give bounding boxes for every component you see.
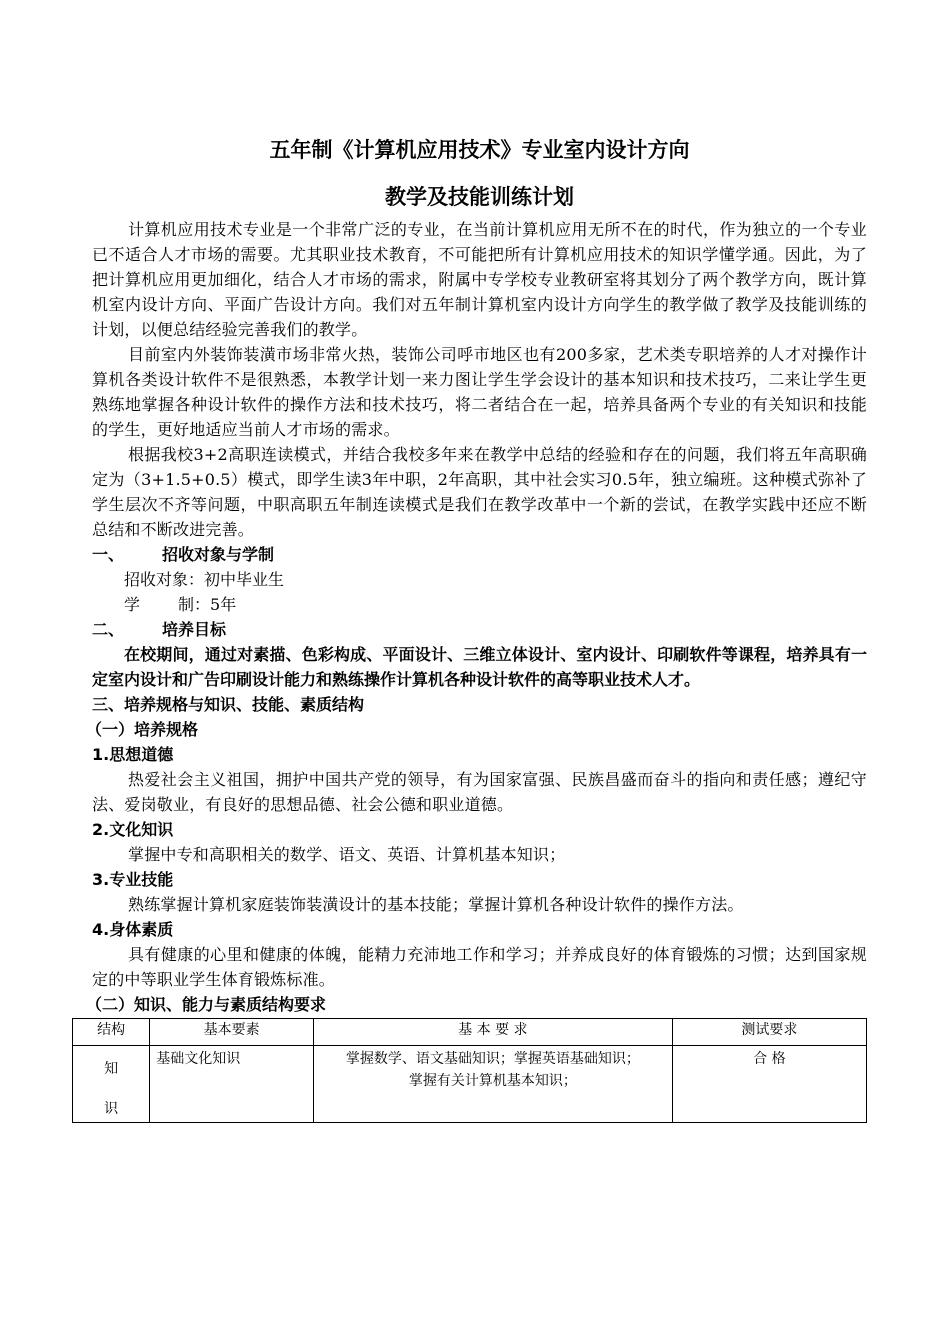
spec-item-body: 热爱社会主义祖国，拥护中国共产党的领导，有为国家富强、民族昌盛而奋斗的指向和责任感；遵纪守法、爱岗敬业，有良好的思想品德、社会公德和职业道德。 (92, 770, 867, 814)
section3-sub2-heading: （二）知识、能力与素质结构要求 (86, 995, 327, 1014)
section3-sub1-heading: （一）培养规格 (86, 720, 199, 739)
section2-title: 培养目标 (162, 620, 227, 639)
structure-char-1: 知 (104, 1061, 119, 1077)
training-goal-text: 在校期间，通过对素描、色彩构成、平面设计、三维立体设计、室内设计、印刷软件等课程，培养具有一定室内设计和广告印刷设计能力和熟练操作计算机各种设计软件的高等职业技术人才。 (92, 645, 867, 689)
document-title-line1: 五年制《计算机应用技术》专业室内设计方向 (269, 138, 690, 162)
document-page (86, 128, 867, 1123)
table-header-cell: 测试要求 (672, 1019, 866, 1046)
study-duration (92, 592, 867, 617)
study-duration-label-b: 制： (178, 595, 211, 614)
table-header-row (73, 1019, 867, 1046)
spec-item-heading: 3.专业技能 (92, 870, 174, 889)
spec-item-heading: 1.思想道德 (92, 745, 174, 764)
requirement-line-1: 掌握数学、语文基础知识；掌握英语基础知识； (345, 1051, 640, 1067)
enrollment-target-value: 初中毕业生 (204, 570, 285, 589)
table-header-cell: 结构 (73, 1019, 150, 1046)
requirement-cell (313, 1046, 672, 1123)
table-header-cell: 基本要素 (150, 1019, 314, 1046)
section2-heading (92, 617, 867, 642)
structure-cell (73, 1046, 150, 1123)
enrollment-target (92, 567, 867, 592)
enrollment-target-label: 招收对象： (124, 570, 205, 589)
spec-item-body: 熟练掌握计算机家庭装饰装潢设计的基本技能；掌握计算机各种设计软件的操作方法。 (128, 895, 744, 914)
test-cell: 合 格 (672, 1046, 866, 1123)
spec-item-heading: 2.文化知识 (92, 820, 174, 839)
section1-heading (92, 542, 867, 567)
structure-requirements-table (72, 1018, 867, 1123)
intro-paragraph-2: 目前室内外装饰装潢市场非常火热，装饰公司呼市地区也有200多家，艺术类专职培养的人才对操作计算机各类设计软件不是很熟悉，本教学计划一来力图让学生学会设计的基本知识和技术技巧，二来让学生更熟练地掌握各种设计软件的操作方法和技术技巧，将二者结合在一起，培养具备两个专业的有关知识和技能的学生，更好地适应当前人才市场的需求。 (92, 345, 867, 439)
requirement-line-2: 掌握有关计算机基本知识； (408, 1073, 577, 1089)
section2-number: 二、 (92, 620, 125, 639)
section1-title: 招收对象与学制 (162, 545, 275, 564)
section3-heading: 三、培养规格与知识、技能、素质结构 (92, 695, 365, 714)
intro-paragraph-3: 根据我校3+2高职连读模式，并结合我校多年来在教学中总结的经验和存在的问题，我们将五年高职确定为（3+1.5+0.5）模式，即学生读3年中职，2年高职，其中社会实习0.5年，独立编班。这种模式弥补了学生层次不齐等问题，中职高职五年制连读模式是我们在教学改革中一个新的尝试，在教学实践中还应不断总结和不断改进完善。 (92, 445, 867, 539)
spec-item-body: 掌握中专和高职相关的数学、语文、英语、计算机基本知识； (128, 845, 566, 864)
table-row (73, 1046, 867, 1123)
section1-number: 一、 (92, 545, 125, 564)
document-title-line2: 教学及技能训练计划 (385, 185, 574, 209)
study-duration-value: 5年 (210, 595, 237, 614)
spec-item-body: 具有健康的心里和健康的体魄，能精力充沛地工作和学习；并养成良好的体育锻炼的习惯；达到国家规定的中等职业学生体育锻炼标准。 (92, 945, 867, 989)
study-duration-label-a: 学 (124, 595, 141, 614)
intro-paragraph-1: 计算机应用技术专业是一个非常广泛的专业，在当前计算机应用无所不在的时代，作为独立的一个专业已不适合人才市场的需要。尤其职业技术教育，不可能把所有计算机应用技术的知识学懂学通。因此，为了把计算机应用更加细化，结合人才市场的需求，附属中专学校专业教研室将其划分了两个教学方向，既计算机室内设计方向、平面广告设计方向。我们对五年制计算机室内设计方向学生的教学做了教学及技能训练的计划，以便总结经验完善我们的教学。 (92, 220, 867, 339)
table-header-cell: 基 本 要 求 (313, 1019, 672, 1046)
structure-char-2: 识 (104, 1101, 119, 1117)
element-cell: 基础文化知识 (150, 1046, 314, 1123)
spec-item-heading: 4.身体素质 (92, 920, 174, 939)
